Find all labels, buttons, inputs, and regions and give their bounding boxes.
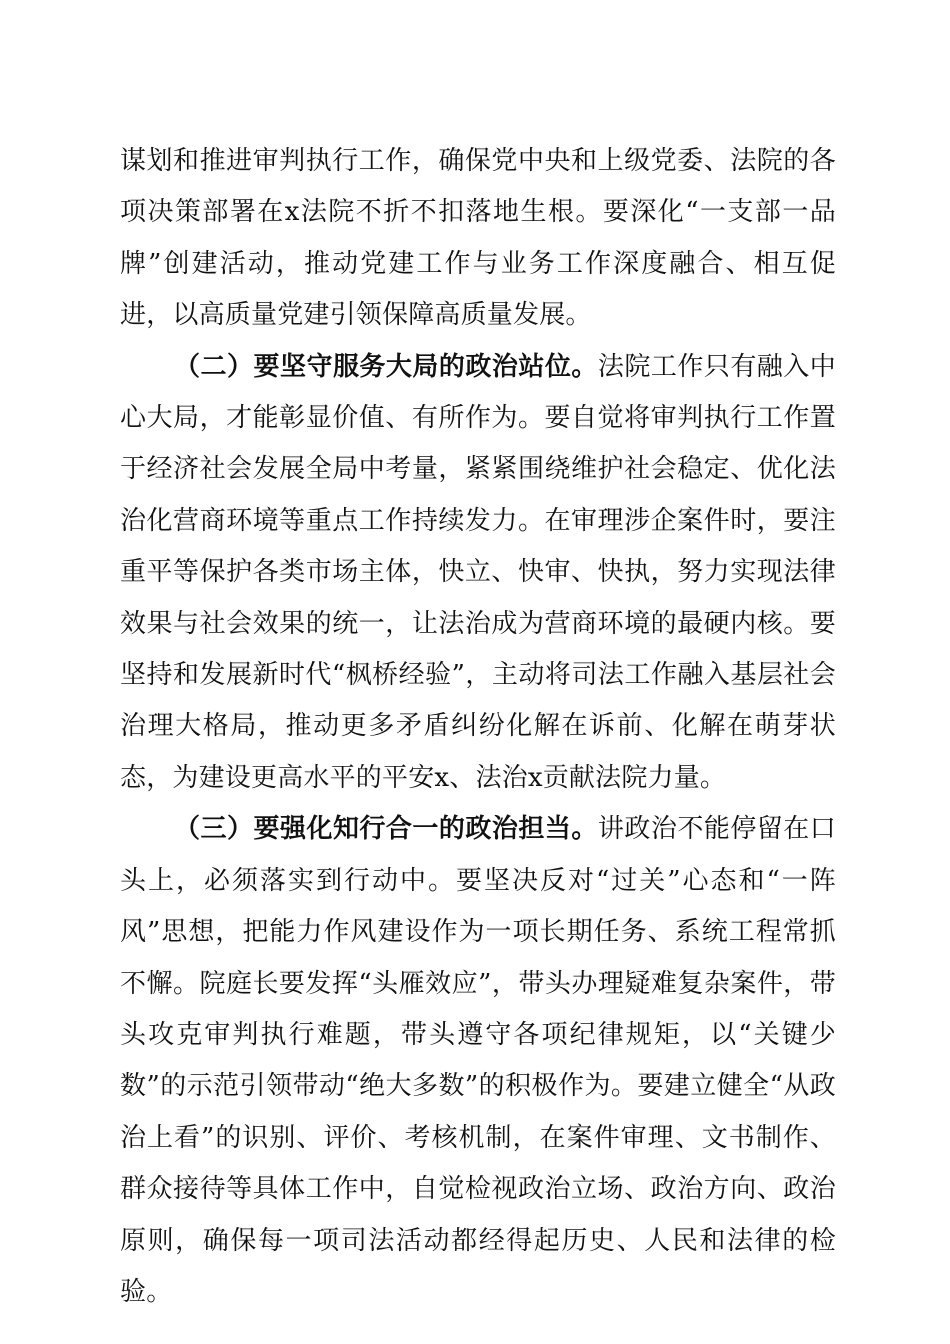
paragraph-text: 法院工作只有融入中心大局，才能彰显价值、有所作为。要自觉将审判执行工作置于经济社会发展全局中考量，紧紧围绕维护社会稳定、优化法治化营商环境等重点工作持续发力。在审理涉企案件时，要注重平等保护各类市场主体，快立、快审、快执，努力实现法律效果与社会效果的统一，让法治成为营商环境的最硬内核。要坚持和发展新时代“枫桥经验”，主动将司法工作融入基层社会治理大格局，推动更多矛盾纠纷化解在诉前、化解在萌芽状态，为建设更高水平的平安x、法治x贡献法院力量。 bbox=[120, 351, 836, 793]
paragraph-text: 谋划和推进审判执行工作，确保党中央和上级党委、法院的各项决策部署在x法院不折不扣落地生根。要深化“一支部一品牌”创建活动，推动党建工作与业务工作深度融合、相互促进，以高质量党建引领保障高质量发展。 bbox=[120, 146, 836, 331]
section-heading: （三）要强化知行合一的政治担当。 bbox=[174, 814, 598, 845]
paragraph-text: 讲政治不能停留在口头上，必须落实到行动中。要坚决反对“过关”心态和“一阵风”思想，把能力作风建设作为一项长期任务、系统工程常抓不懈。院庭长要发挥“头雁效应”，带头办理疑难复杂案件，带头攻克审判执行难题，带头遵守各项纪律规矩，以“关键少数”的示范引领带动“绝大多数”的积极作为。要建立健全“从政治上看”的识别、评价、考核机制，在案件审理、文书制作、群众接待等具体工作中，自觉检视政治立场、政治方向、政治原则，确保每一项司法活动都经得起历史、人民和法律的检验。 bbox=[120, 814, 836, 1307]
paragraph-section-2 bbox=[120, 342, 836, 805]
document-body bbox=[120, 136, 836, 1318]
paragraph-continuation bbox=[120, 136, 836, 342]
section-heading: （二）要坚守服务大局的政治站位。 bbox=[174, 351, 598, 382]
paragraph-section-3 bbox=[120, 804, 836, 1318]
